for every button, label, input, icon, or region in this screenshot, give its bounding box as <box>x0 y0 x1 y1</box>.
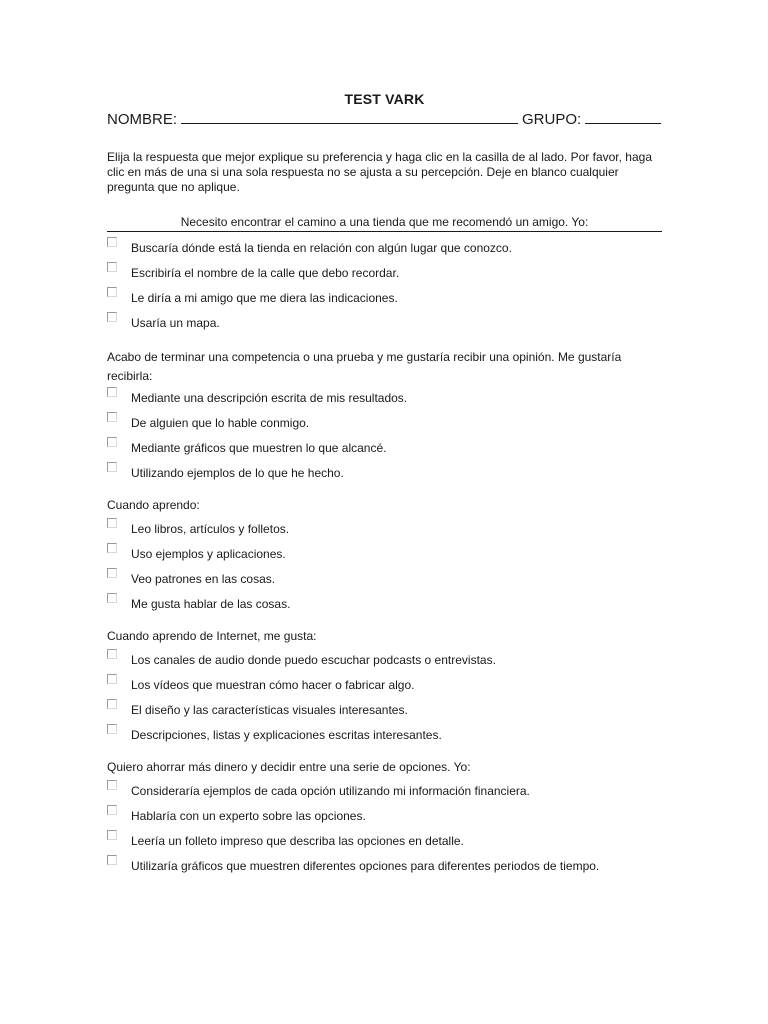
option-item <box>107 829 662 854</box>
option-item <box>107 804 662 829</box>
question-4-options <box>107 648 662 748</box>
checkbox[interactable] <box>107 780 117 790</box>
checkbox[interactable] <box>107 287 117 297</box>
option-item <box>107 236 662 261</box>
question-5 <box>107 758 662 879</box>
option-item <box>107 854 662 879</box>
option-label: Escribiría el nombre de la calle que debo recordar. <box>131 266 400 280</box>
checkbox[interactable] <box>107 262 117 272</box>
option-label: Mediante una descripción escrita de mis resultados. <box>131 391 408 405</box>
option-item <box>107 567 662 592</box>
document-page <box>107 90 662 879</box>
checkbox[interactable] <box>107 387 117 397</box>
option-label: El diseño y las características visuales interesantes. <box>131 703 408 717</box>
checkbox[interactable] <box>107 518 117 528</box>
option-label: Leo libros, artículos y folletos. <box>131 522 290 536</box>
option-label: Uso ejemplos y aplicaciones. <box>131 547 286 561</box>
checkbox[interactable] <box>107 649 117 659</box>
checkbox[interactable] <box>107 237 117 247</box>
question-5-options <box>107 779 662 879</box>
option-label: Leería un folleto impreso que describa las opciones en detalle. <box>131 834 464 848</box>
instructions-paragraph: Elija la respuesta que mejor explique su preferencia y haga clic en la casilla de al lado. Por favor, haga clic en más de una si una sola respuesta no se ajusta a su percepción. Deje en blanco cualquier pregunta que no aplique. <box>107 150 652 194</box>
option-item <box>107 461 662 486</box>
question-3-text: Cuando aprendo: <box>107 498 200 512</box>
checkbox[interactable] <box>107 724 117 734</box>
option-item <box>107 411 662 436</box>
question-3-options <box>107 517 662 617</box>
checkbox[interactable] <box>107 543 117 553</box>
option-item <box>107 286 662 311</box>
checkbox[interactable] <box>107 437 117 447</box>
option-label: Descripciones, listas y explicaciones escritas interesantes. <box>131 728 442 742</box>
option-label: Usaría un mapa. <box>131 316 220 330</box>
question-1-text: Necesito encontrar el camino a una tienda que me recomendó un amigo. Yo: <box>107 215 662 232</box>
option-label: Mediante gráficos que muestren lo que alcancé. <box>131 441 387 455</box>
document-title: TEST VARK <box>344 91 425 107</box>
option-item <box>107 311 662 336</box>
option-item <box>107 673 662 698</box>
option-item <box>107 779 662 804</box>
checkbox[interactable] <box>107 830 117 840</box>
option-label: Consideraría ejemplos de cada opción utilizando mi información financiera. <box>131 784 530 798</box>
checkbox[interactable] <box>107 312 117 322</box>
option-label: Veo patrones en las cosas. <box>131 572 276 586</box>
name-label: NOMBRE: <box>107 111 178 128</box>
question-1-options <box>107 236 662 336</box>
option-item <box>107 648 662 673</box>
question-3 <box>107 496 662 617</box>
option-item <box>107 517 662 542</box>
option-label: Los canales de audio donde puedo escuchar podcasts o entrevistas. <box>131 653 496 667</box>
checkbox[interactable] <box>107 674 117 684</box>
question-2-options <box>107 386 662 486</box>
option-label: Utilizando ejemplos de lo que he hecho. <box>131 466 344 480</box>
option-label: Buscaría dónde está la tienda en relación con algún lugar que conozco. <box>131 241 512 255</box>
option-label: Me gusta hablar de las cosas. <box>131 597 291 611</box>
question-4-text: Cuando aprendo de Internet, me gusta: <box>107 629 317 643</box>
checkbox[interactable] <box>107 568 117 578</box>
checkbox[interactable] <box>107 412 117 422</box>
checkbox[interactable] <box>107 593 117 603</box>
name-group-row <box>107 108 662 130</box>
option-item <box>107 386 662 411</box>
name-blank-line[interactable] <box>181 108 518 124</box>
question-2 <box>107 348 662 486</box>
option-label: Le diría a mi amigo que me diera las indicaciones. <box>131 291 398 305</box>
option-label: De alguien que lo hable conmigo. <box>131 416 310 430</box>
question-5-text: Quiero ahorrar más dinero y decidir entre una serie de opciones. Yo: <box>107 760 471 774</box>
group-blank-line[interactable] <box>585 108 661 124</box>
option-label: Hablaría con un experto sobre las opciones. <box>131 809 366 823</box>
checkbox[interactable] <box>107 699 117 709</box>
question-1 <box>107 215 662 336</box>
option-item <box>107 723 662 748</box>
checkbox[interactable] <box>107 462 117 472</box>
checkbox[interactable] <box>107 855 117 865</box>
question-4 <box>107 627 662 748</box>
question-2-text: Acabo de terminar una competencia o una prueba y me gustaría recibir una opinión. Me gustaría recibirla: <box>107 350 622 383</box>
option-item <box>107 698 662 723</box>
checkbox[interactable] <box>107 805 117 815</box>
option-item <box>107 261 662 286</box>
option-label: Los vídeos que muestran cómo hacer o fabricar algo. <box>131 678 415 692</box>
option-item <box>107 542 662 567</box>
group-label: GRUPO: <box>522 111 582 128</box>
option-label: Utilizaría gráficos que muestren diferentes opciones para diferentes periodos de tiempo. <box>131 859 600 873</box>
option-item <box>107 592 662 617</box>
option-item <box>107 436 662 461</box>
